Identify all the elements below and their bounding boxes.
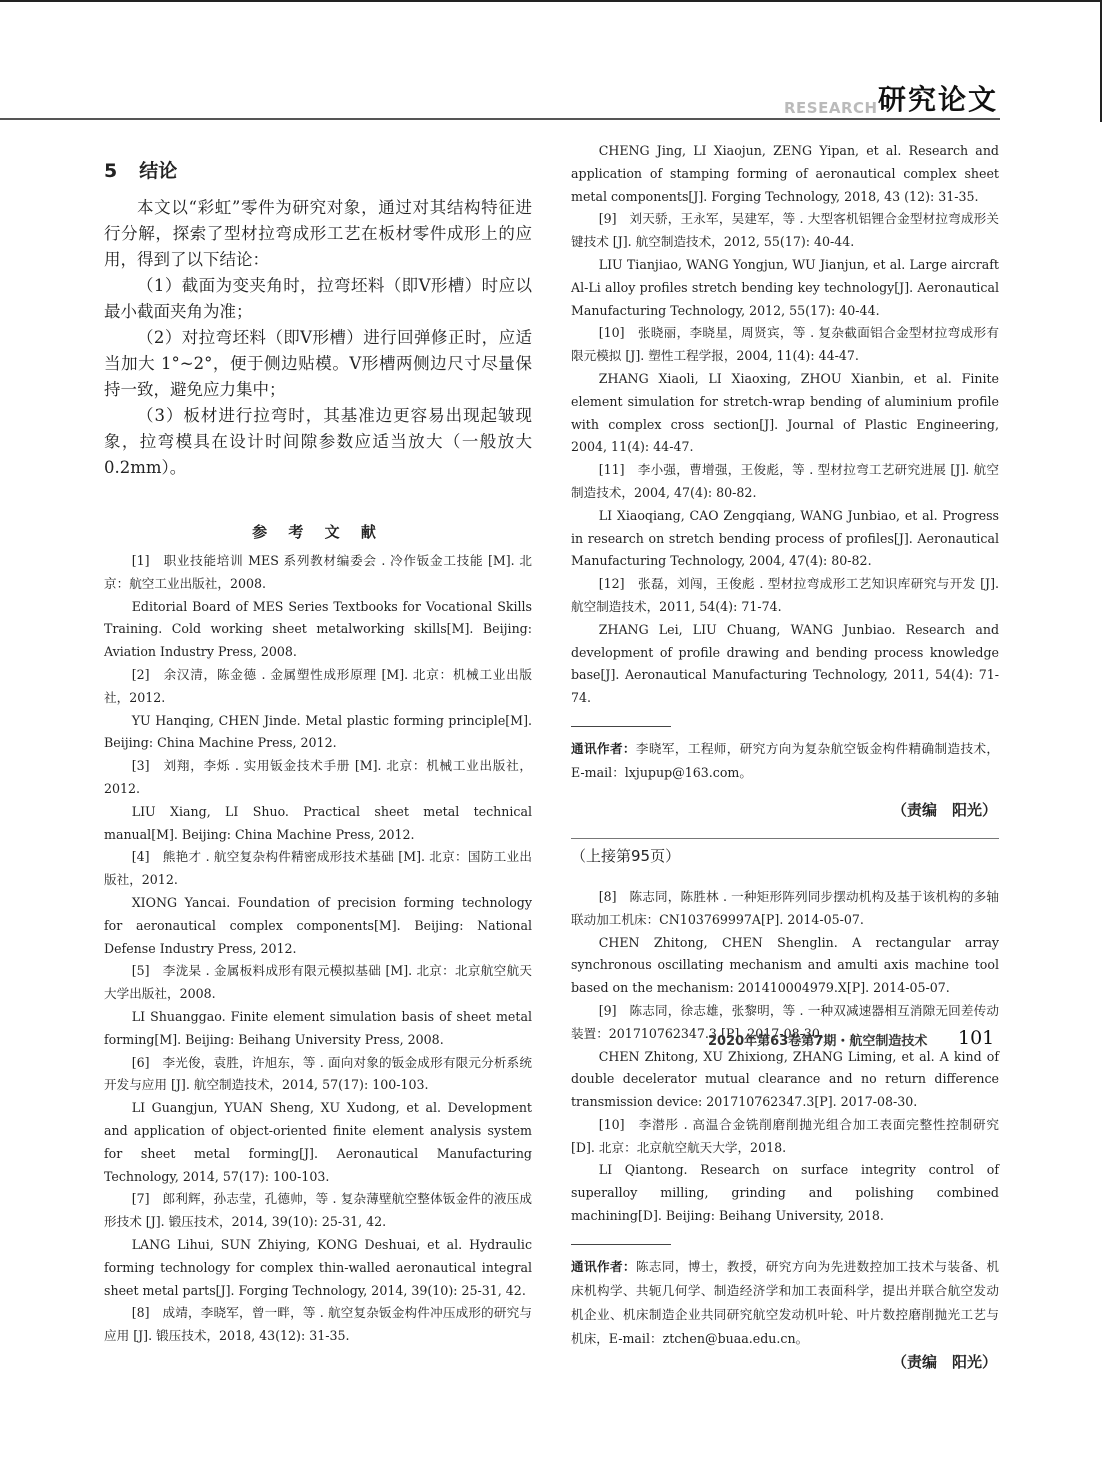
section-number: 5: [104, 160, 118, 182]
reference-entry: ZHANG Xiaoli, LI Xiaoxing, ZHOU Xianbin, et al. Finite element simulation for stretch-wrap bending of aluminium profile with complex cross section[J]. Journal of Plastic Engineering, 2004, 11(4): 44-47.: [571, 370, 999, 455]
header-section-cn: 研究论文: [878, 83, 999, 116]
reference-entry: [7] 郎利辉，孙志莹，孔德帅，等 . 复杂薄壁航空整体钣金件的液压成形技术 [J]. 锻压技术，2014, 39(10): 25-31, 42.: [104, 1191, 532, 1230]
corresponding-author-text: 李晓军，工程师，研究方向为复杂航空钣金构件精确制造技术，E-mail：lxjupup@163.com。: [571, 740, 1000, 780]
reference-list: [104, 550, 532, 1348]
footnote-rule: [571, 1244, 671, 1245]
reference-entry: [1] 职业技能培训 MES 系列教材编委会 . 冷作钣金工技能 [M]. 北京：航空工业出版社，2008.: [104, 553, 532, 591]
reference-entry: [10] 张晓丽，李晓星，周贤宾，等 . 复杂截面铝合金型材拉弯成形有限元模拟 [J]. 塑性工程学报，2004, 11(4): 44-47.: [571, 325, 999, 364]
reference-entry: [3] 刘翔，李烁 . 实用钣金技术手册 [M]. 北京：机械工业出版社，2012.: [104, 758, 532, 796]
section-heading: [104, 156, 532, 183]
reference-entry: [8] 成靖，李晓军，曾一畔，等 . 航空复杂钣金构件冲压成形的研究与应用 [J]. 锻压技术，2018, 43(12): 31-35.: [104, 1305, 532, 1344]
reference-entry: [12] 张磊，刘闯，王俊彪 . 型材拉弯成形工艺知识库研究与开发 [J]. 航空制造技术，2011, 54(4): 71-74.: [571, 576, 999, 614]
reference-entry: [2] 余汉清，陈金德 . 金属塑性成形原理 [M]. 北京：机械工业出版社，2012.: [104, 666, 532, 705]
reference-entry: ZHANG Lei, LIU Chuang, WANG Junbiao. Research and development of profile drawing and bending process knowledge base[J]. Aeronautical Manufacturing Technology, 2011, 54(4): 71-74.: [571, 621, 999, 706]
reference-entry: [5] 李泷杲 . 金属板料成形有限元模拟基础 [M]. 北京：北京航空航天大学出版社，2008.: [104, 963, 532, 1002]
reference-entry: Editorial Board of MES Series Textbooks for Vocational Skills Training. Cold working sheet metalworking skills[M]. Beijing: Aviation Industry Press, 2008.: [104, 598, 532, 660]
reference-entry: LANG Lihui, SUN Zhiying, KONG Deshuai, et al. Hydraulic forming technology for complex thin-walled aeronautical integral sheet metal parts[J]. Forging Technology, 2014, 39(10): 25-31, 42.: [104, 1236, 532, 1298]
reference-entry: XIONG Yancai. Foundation of precision forming technology for aeronautical complex components[M]. Beijing: National Defense Industry Press, 2012.: [104, 894, 532, 956]
reference-entry: CHEN Zhitong, CHEN Shenglin. A rectangular array synchronous oscillating mechanism and amulti axis machine tool based on the mechanism: 201410004979.X[P]. 2014-05-07.: [571, 934, 999, 996]
conclusion-paragraph: 本文以“彩虹”零件为研究对象，通过对其结构特征进行分解，探索了型材拉弯成形工艺在板材零件成形上的应用，得到了以下结论：: [104, 198, 532, 269]
reference-entry: LIU Xiang, LI Shuo. Practical sheet metal technical manual[M]. Beijing: China Machine Press, 2012.: [104, 803, 532, 842]
reference-entry: LI Xiaoqiang, CAO Zengqiang, WANG Junbiao, et al. Progress in research on stretch bending process of profiles[J]. Aeronautical Manufacturing Technology, 2004, 47(4): 80-82.: [571, 507, 999, 569]
right-column: [571, 140, 999, 1372]
corresponding-author: [571, 1255, 999, 1351]
left-column: [104, 156, 532, 1348]
references-heading: 参 考 文 献: [252, 523, 384, 541]
reference-entry: LI Shuanggao. Finite element simulation basis of sheet metal forming[M]. Beijing: Beihang University Press, 2008.: [104, 1008, 532, 1047]
corresponding-author-label: 通讯作者：: [571, 740, 636, 756]
conclusion-item: （3）板材进行拉弯时，其基准边更容易出现起皱现象，拉弯模具在设计时间隙参数应适当放大（一般放大 0.2mm）。: [104, 406, 532, 477]
reference-list: [571, 886, 999, 1228]
reference-entry: CHEN Zhitong, XU Zhixiong, ZHANG Liming, et al. A kind of double decelerator mutual clearance and no return difference transmission device: 201710762347.3[P]. 2017-08-30.: [571, 1048, 999, 1110]
header-section-en: RESEARCH: [784, 99, 878, 117]
reference-entry: CHENG Jing, LI Xiaojun, ZENG Yipan, et al. Research and application of stamping forming of aeronautical complex sheet metal components[J]. Forging Technology, 2018, 43 (12): 31-35.: [571, 143, 999, 204]
editor-credit: （责编 阳光）: [891, 1352, 997, 1371]
reference-entry: YU Hanqing, CHEN Jinde. Metal plastic forming principle[M]. Beijing: China Machine Press, 2012.: [104, 712, 532, 751]
reference-entry: [10] 李潜彤 . 高温合金铣削磨削抛光组合加工表面完整性控制研究 [D]. 北京：北京航空航天大学，2018.: [571, 1116, 999, 1155]
reference-entry: [6] 李光俊，袁胜，许旭东，等 . 面向对象的钣金成形有限元分析系统开发与应用 [J]. 航空制造技术，2014, 57(17): 100-103.: [104, 1054, 532, 1093]
page-number: 101: [958, 1027, 995, 1049]
reference-entry: LIU Tianjiao, WANG Yongjun, WU Jianjun, et al. Large aircraft Al-Li alloy profiles stretch bending key technology[J]. Aeronautical Manufacturing Technology, 2012, 55(17): 40-44.: [571, 256, 999, 318]
section-title: 结论: [139, 160, 178, 182]
reference-entry: [11] 李小强，曹增强，王俊彪，等 . 型材拉弯工艺研究进展 [J]. 航空制造技术，2004, 47(4): 80-82.: [571, 462, 999, 500]
footnote-rule: [571, 726, 671, 727]
conclusion-item: （2）对拉弯坯料（即V形槽）进行回弹修正时，应适当加大 1°~2°，便于侧边贴模。V形槽两侧边尺寸尽量保持一致，避免应力集中；: [104, 328, 532, 399]
reference-entry: LI Qiantong. Research on surface integrity control of superalloy milling, grinding and polishing combined machining[D]. Beijing: Beihang University, 2018.: [571, 1162, 999, 1224]
page-frame-top: [0, 0, 1102, 2]
reference-entry: [4] 熊艳才 . 航空复杂构件精密成形技术基础 [M]. 北京：国防工业出版社，2012.: [104, 849, 532, 888]
reference-entry: [9] 刘天骄，王永军，吴建军，等 . 大型客机铝锂合金型材拉弯成形关键技术 [J]. 航空制造技术，2012, 55(17): 40-44.: [571, 211, 999, 250]
reference-entry: [8] 陈志同，陈胜林 . 一种矩形阵列同步摆动机构及基于该机构的多轴联动加工机床：CN103769997A[P]. 2014-05-07.: [571, 888, 999, 927]
editor-credit: （责编 阳光）: [891, 800, 997, 819]
reference-entry: [9] 陈志同，徐志雄，张黎明，等 . 一种双减速器相互消隙无回差传动装置：201710762347.3 [P]. 2017-08-30.: [571, 1002, 999, 1041]
header-rule: [0, 118, 1000, 120]
section-divider: [571, 838, 999, 839]
reference-entry: LI Guangjun, YUAN Sheng, XU Xudong, et al. Development and application of object-oriented finite element analysis system for sheet metal forming[J]. Aeronautical Manufacturing Technology, 2014, 57(17): 100-103.: [104, 1100, 532, 1184]
corresponding-author-label: 通讯作者：: [571, 1258, 636, 1274]
journal-footer: 2020年第63卷第7期・航空制造技术: [708, 1034, 928, 1049]
corresponding-author: [571, 737, 999, 785]
corresponding-author-text: 陈志同，博士，教授，研究方向为先进数控加工技术与装备、机床机构学、共轭几何学、制造经济学和加工表面科学，提出并联合航空发动机企业、机床制造企业共同研究航空发动机叶轮、叶片数控磨削抛光工艺与机床，E-mail：ztchen@buaa.edu.cn。: [571, 1258, 1000, 1346]
conclusion-item: （1）截面为变夹角时，拉弯坯料（即V形槽）时应以最小截面夹角为准；: [104, 276, 532, 321]
reference-list: [571, 140, 999, 710]
continued-note: （上接第95页）: [571, 846, 681, 865]
